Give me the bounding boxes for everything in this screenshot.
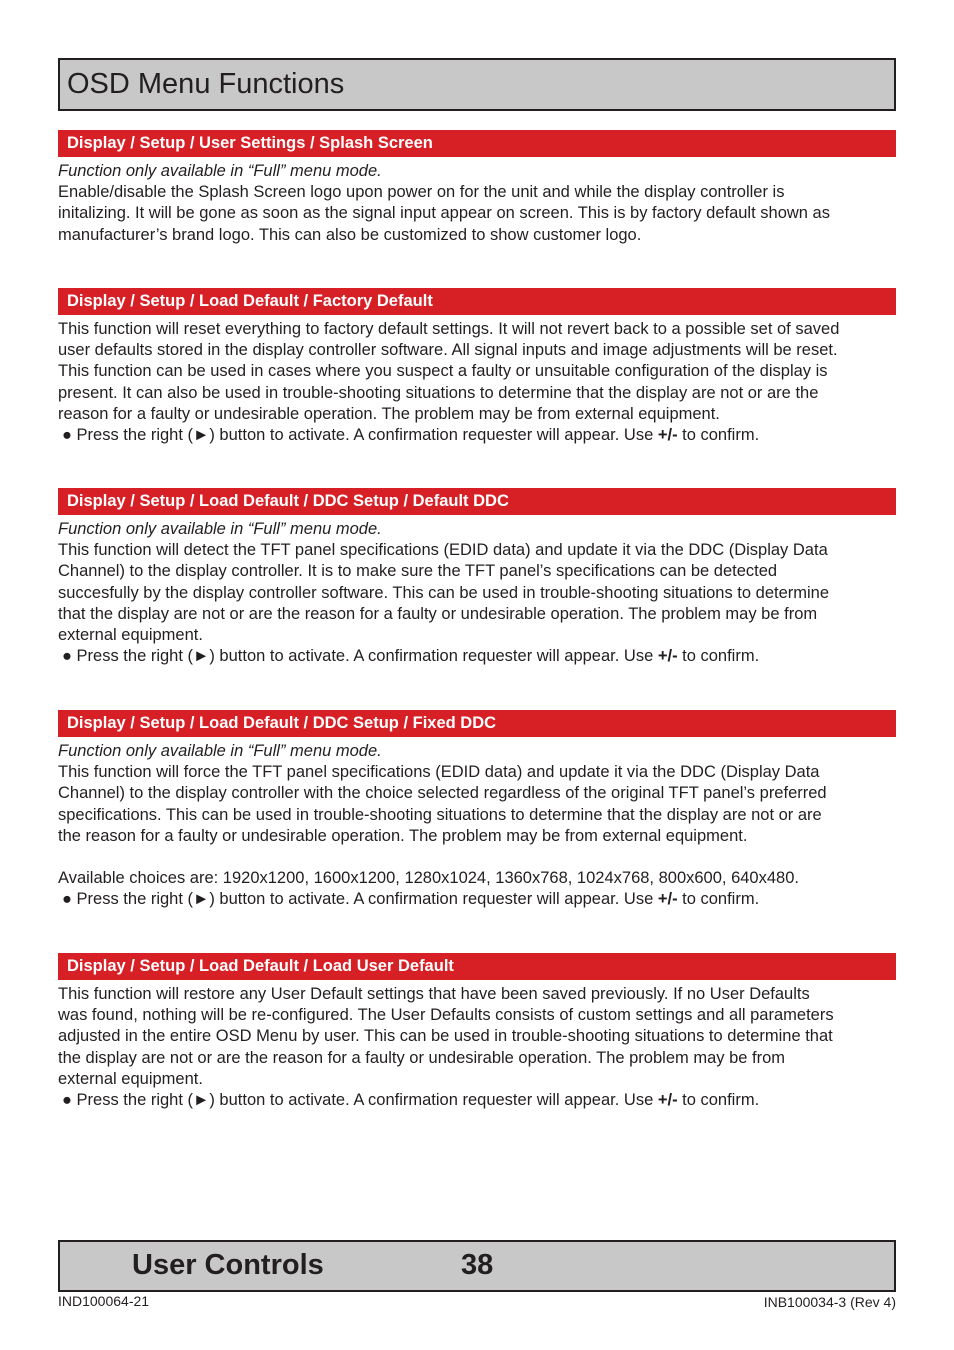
body-line: was found, nothing will be re-configured. The User Defaults consists of custom settings and all parameters: [58, 1006, 834, 1025]
body-line: specifications. This can be used in trouble-shooting situations to determine that the display are not or are: [58, 805, 822, 824]
section-heading-fixed-ddc: Display / Setup / Load Default / DDC Setup / Fixed DDC: [58, 710, 896, 737]
body-line: Enable/disable the Splash Screen logo upon power on for the unit and while the display controller is: [58, 183, 785, 202]
section-body-splash-screen: [58, 161, 898, 246]
instruction-bullet: ● Press the right (►) button to activate. A confirmation requester will appear. Use +/- to confirm.: [62, 426, 760, 445]
body-line: This function will force the TFT panel specifications (EDID data) and update it via the DDC (Display Data: [58, 763, 820, 782]
mode-note: Function only available in “Full” menu mode.: [58, 742, 382, 760]
section-heading-default-ddc: Display / Setup / Load Default / DDC Setup / Default DDC: [58, 488, 896, 515]
mode-note: Function only available in “Full” menu mode.: [58, 520, 382, 538]
chapter-title: User Controls: [132, 1249, 324, 1281]
body-line: initalizing. It will be gone as soon as the signal input appear on screen. This is by factory default shown as: [58, 204, 830, 223]
body-line: Channel) to the display controller. It is to make sure the TFT panel’s specifications can be detected: [58, 562, 778, 581]
confirm-key: +/-: [657, 426, 678, 445]
body-line: user defaults stored in the display controller software. All signal inputs and image adjustments will be reset.: [58, 341, 838, 360]
body-line: external equipment.: [58, 626, 203, 645]
body-line: the display are not or are the reason for a faulty or undesirable operation. The problem may be from: [58, 1048, 786, 1067]
body-line: adjusted in the entire OSD Menu by user. This can be used in trouble-shooting situations to determine that: [58, 1027, 833, 1046]
available-choices: Available choices are: 1920x1200, 1600x1200, 1280x1024, 1360x768, 1024x768, 800x600, 640x480.: [58, 869, 799, 888]
body-line: that the display are not or are the reason for a faulty or undesirable operation. The problem may be from: [58, 604, 818, 623]
page-footer: [58, 1240, 896, 1292]
paragraph-gap: [58, 847, 898, 868]
instruction-bullet: ● Press the right (►) button to activate. A confirmation requester will appear. Use +/- to confirm.: [62, 890, 760, 909]
section-heading-factory-default: Display / Setup / Load Default / Factory Default: [58, 288, 896, 315]
body-line: succesfully by the display controller software. This can be used in trouble-shooting situations to determine: [58, 583, 830, 602]
body-line: This function will restore any User Default settings that have been saved previously. If no User Defaults: [58, 985, 810, 1003]
document-code-left: IND100064-21: [58, 1293, 150, 1309]
section-body-default-ddc: [58, 519, 898, 667]
body-line: This function can be used in cases where you suspect a faulty or unsuitable configuration of the display is: [58, 362, 828, 381]
body-line: external equipment.: [58, 1069, 203, 1088]
body-line: This function will detect the TFT panel specifications (EDID data) and update it via the DDC (Display Data: [58, 541, 828, 560]
section-body-factory-default: [58, 319, 898, 446]
page-number: 38: [461, 1249, 494, 1281]
instruction-bullet: ● Press the right (►) button to activate. A confirmation requester will appear. Use +/- to confirm.: [62, 647, 760, 666]
body-line: present. It can also be used in trouble-shooting situations to determine that the display are not or are the: [58, 383, 819, 402]
body-line: This function will reset everything to factory default settings. It will not revert back to a possible set of saved: [58, 320, 840, 338]
body-line: manufacturer’s brand logo. This can also be customized to show customer logo.: [58, 225, 642, 244]
section-body-load-user-default: [58, 984, 898, 1111]
document-code-right: INB100034-3 (Rev 4): [763, 1294, 896, 1310]
body-line: Channel) to the display controller with the choice selected regardless of the original TFT panel’s preferred: [58, 784, 827, 803]
section-heading-load-user-default: Display / Setup / Load Default / Load User Default: [58, 953, 896, 980]
confirm-key: +/-: [657, 890, 678, 909]
section-heading-splash-screen: Display / Setup / User Settings / Splash Screen: [58, 130, 896, 157]
confirm-key: +/-: [657, 1091, 678, 1110]
confirm-key: +/-: [657, 647, 678, 666]
page-header: [58, 58, 896, 111]
page-title: OSD Menu Functions: [67, 68, 345, 100]
section-body-fixed-ddc: [58, 741, 898, 911]
mode-note: Function only available in “Full” menu mode.: [58, 162, 382, 180]
body-line: reason for a faulty or undesirable operation. The problem may be from external equipment.: [58, 404, 720, 423]
body-line: the reason for a faulty or undesirable operation. The problem may be from external equipment.: [58, 826, 748, 845]
instruction-bullet: ● Press the right (►) button to activate. A confirmation requester will appear. Use +/- to confirm.: [62, 1091, 760, 1110]
